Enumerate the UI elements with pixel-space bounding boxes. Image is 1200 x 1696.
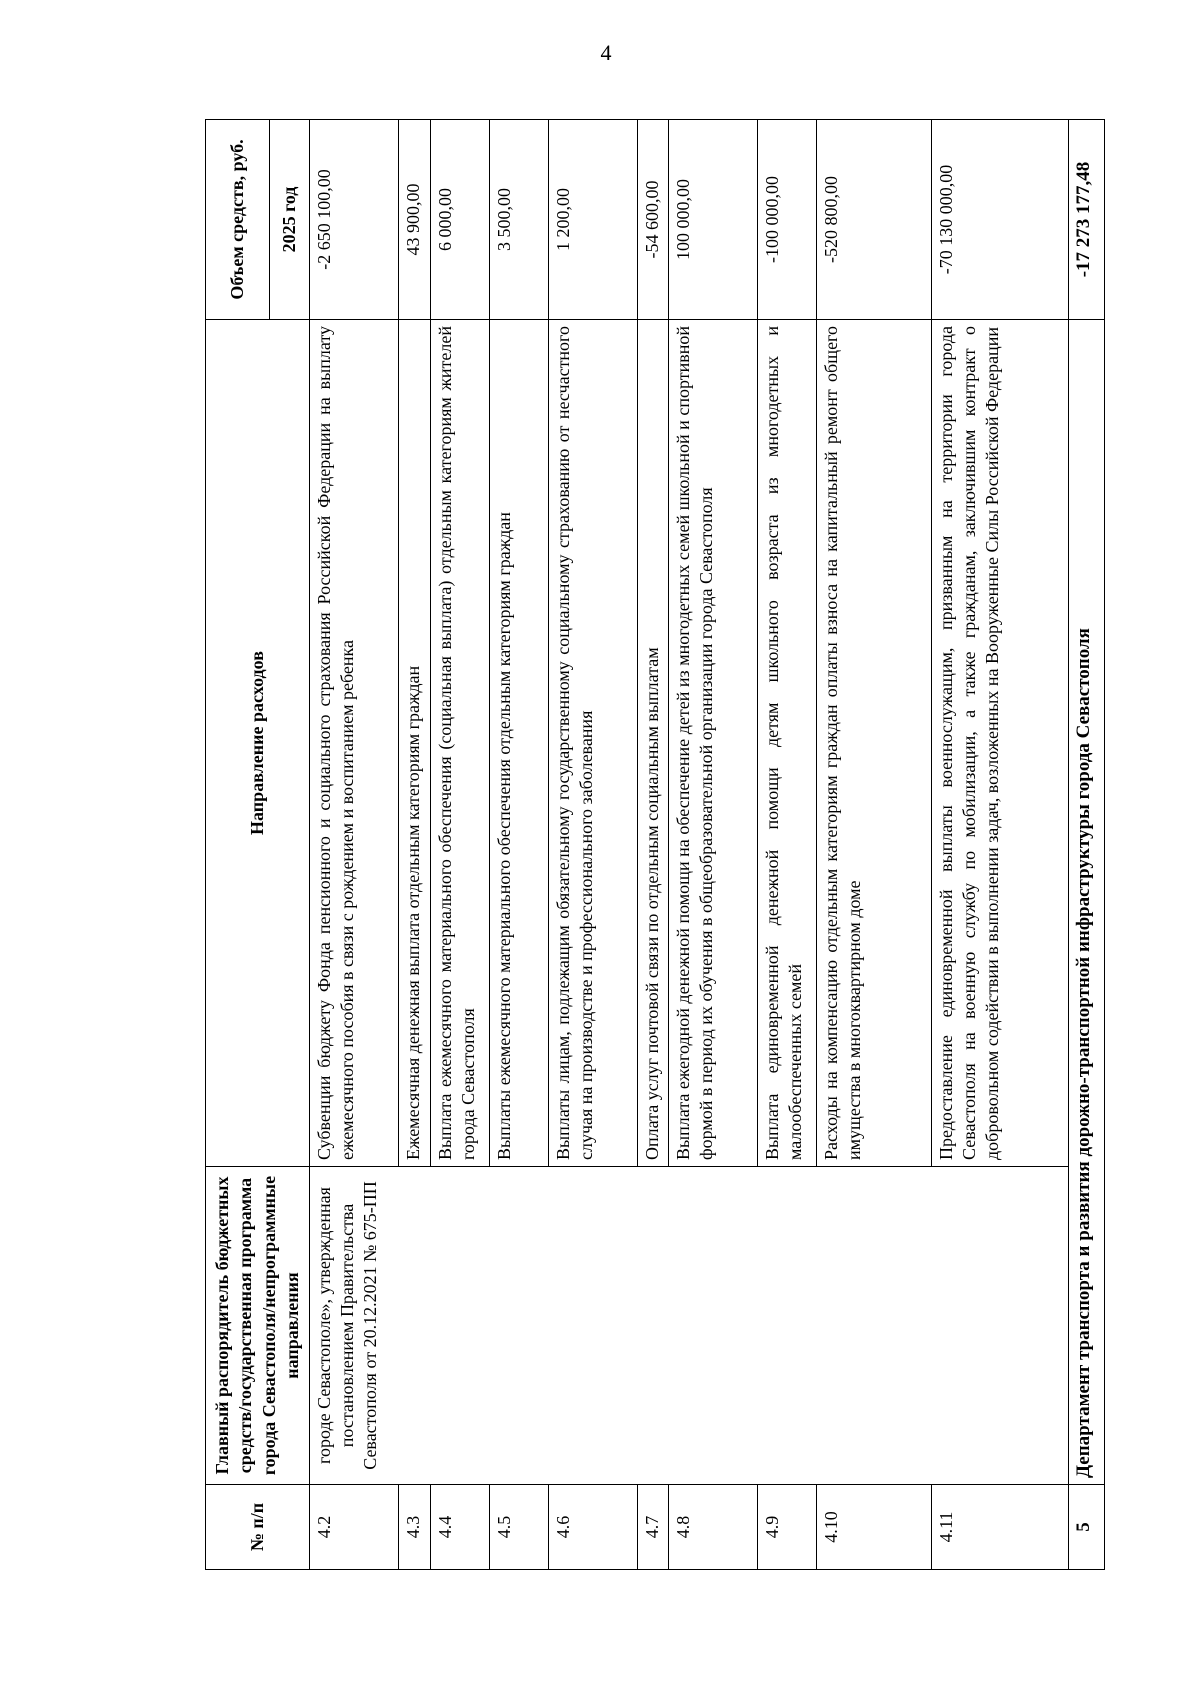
row-amount: -2 650 100,00 [310,120,399,320]
row-direction: Выплаты ежемесячного материального обеспечения отдельным категориям граждан [489,320,548,1167]
row-amount: -520 800,00 [817,120,931,320]
row-num: 4.10 [817,1485,931,1570]
row-amount: 1 200,00 [548,120,637,320]
header-direction: Направление расходов [206,320,310,1167]
row-num: 4.8 [669,1485,758,1570]
row-num: 4.5 [489,1485,548,1570]
row-amount: -54 600,00 [637,120,669,320]
row-amount: -100 000,00 [758,120,817,320]
footer-title: Департамент транспорта и развития дорожно-транспортной инфраструктуры города Севастополя [1068,320,1104,1485]
header-amount-group: Объем средств, руб. [206,120,270,320]
table-row [310,120,399,1570]
row-amount: 100 000,00 [669,120,758,320]
row-direction: Предоставление единовременной выплаты военнослужащим, призванным на территории города Севастополя на военную службу по мобилизации, а также гражданам, заключившим контракт о добровольном содействии в выполнении задач, возложенных на Вооруженные Силы Российской Федерации [931,320,1068,1167]
row-num: 4.4 [430,1485,489,1570]
footer-num: 5 [1068,1485,1104,1570]
row-direction: Ежемесячная денежная выплата отдельным категориям граждан [398,320,430,1167]
row-direction: Выплата ежегодной денежной помощи на обеспечение детей из многодетных семей школьной и спортивной формой в период их обучения в общеобразовательной организации города Севастополя [669,320,758,1167]
row-num: 4.6 [548,1485,637,1570]
table-row [1068,120,1104,1570]
header-amount-year: 2025 год [270,120,310,320]
row-num: 4.3 [398,1485,430,1570]
program-cell: городе Севастополе», утвержденная постановлением Правительства Севастополя от 20.12.2021 № 675-ПП [310,1167,1069,1485]
row-direction: Выплата единовременной денежной помощи детям школьного возраста из многодетных и малообеспеченных семей [758,320,817,1167]
row-direction: Выплата ежемесячного материального обеспечения (социальная выплата) отдельным категориям жителей города Севастополя [430,320,489,1167]
page-number: 4 [600,40,612,65]
row-amount: 6 000,00 [430,120,489,320]
row-amount: -70 130 000,00 [931,120,1068,320]
row-amount: 43 900,00 [398,120,430,320]
header-num: № п/п [206,1485,310,1570]
row-direction: Выплаты лицам, подлежащим обязательному государственному социальному страхованию от несчастного случая на производстве и профессионального заболевания [548,320,637,1167]
header-owner: Главный распорядитель бюджетных средств/государственная программа города Севастополя/непрограммные направления [206,1167,310,1485]
row-num: 4.2 [310,1485,399,1570]
row-direction: Расходы на компенсацию отдельным категориям граждан оплаты взноса на капитальный ремонт общего имущества в многоквартирном доме [817,320,931,1167]
row-amount: 3 500,00 [489,120,548,320]
row-num: 4.11 [931,1485,1068,1570]
row-num: 4.7 [637,1485,669,1570]
row-direction: Оплата услуг почтовой связи по отдельным социальным выплатам [637,320,669,1167]
row-num: 4.9 [758,1485,817,1570]
footer-amount: -17 273 177,48 [1068,120,1104,320]
rotated-table-container [205,120,1105,1570]
row-direction: Субвенции бюджету Фонда пенсионного и социального страхования Российской Федерации на выплату ежемесячного пособия в связи с рождением и воспитанием ребенка [310,320,399,1167]
budget-table [205,119,1105,1570]
